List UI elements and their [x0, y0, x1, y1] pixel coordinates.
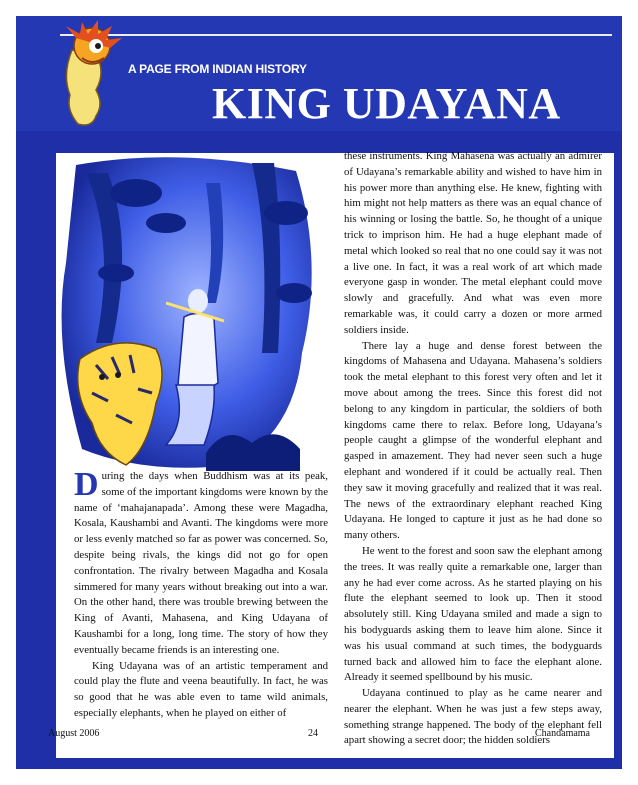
paragraph-6: Udayana continued to play as he came nearer and nearer the elephant. When he was just a few steps away, something strange happened. The body of the elephant fell apart showing a secret door; the hidden soldiers	[344, 687, 602, 747]
page-number: 24	[308, 728, 318, 739]
page-footer	[40, 728, 598, 742]
paragraph-5: He went to the forest and soon saw the elephant among the trees. It was really quite a remarkable one, larger than any he had ever come across. As he started playing on his flute the elephant seemed to look up. Then it stood absolutely still. King Udayana smiled and made a sign to his bodyguards asking them to leave him alone. Since it was his usual command at such times, the bodyguards turned back and allowed him to face the elephant alone. Already it seemed spellbound by his music.	[344, 544, 602, 684]
paragraph-4: There lay a huge and dense forest between the kingdoms of Mahasena and Udayana. Mahasena’s soldiers took the metal elephant to this forest very often and let it move about among the trees. Since this forest did not belong to any kingdom in particular, the soldiers of both kingdoms came there to relax. Before long, Udayana’s people caught a glimpse of the wonderful elephant and gasped in amazement. They had never seen such a huge elephant and wondered if it could be actually real. Then they saw it moving gracefully and realized that it was real. The news of the extraordinary elephant reached King Udayana. He longed to capture it just as he had done so many others.	[344, 339, 602, 542]
page-title: KING UDAYANA	[212, 79, 561, 128]
paragraph-3: these instruments. King Mahasena was actually an admirer of Udayana’s remarkable ability and wished to have him in his power more than anything else. He knew, fighting with him might not help matters as there was an equal chance of his winning or losing the battle. So, he thought of a unique trick to imprison him. He had a huge elephant made of metal which looked so real that no one could say it was not a live one. In fact, it was a real work of art which made everyone gasp in wonder. The metal elephant could move slowly and gracefully. And what was even more remarkable was, it could carry a dozen or more armed soldiers inside.	[344, 150, 602, 336]
drop-cap: D	[74, 466, 99, 503]
header-bar	[16, 16, 622, 131]
magazine-name: Chandamama	[535, 728, 590, 739]
paragraph-2: King Udayana was of an artistic temperament and could play the flute and veena beautifully. In fact, he was so good that he was able even to tame wild animals, especially elephants, when he played on either of	[74, 659, 328, 719]
section-kicker: A PAGE FROM INDIAN HISTORY	[128, 62, 307, 76]
page-frame	[16, 16, 622, 769]
content-area	[56, 150, 614, 758]
issue-date: August 2006	[48, 728, 100, 739]
krishna-playing-flute-with-tiger-illustration	[56, 153, 318, 471]
article-column-left	[74, 466, 328, 722]
chandamama-mascot-logo-icon	[52, 20, 130, 128]
paragraph-1: During the days when Buddhism was at its peak, some of the important kingdoms were known by the name of ‘mahajanapada’. Among these were Magadha, Kosala, Kaushambi and Avanti. The kingdoms were more or less evenly matched so far as power was concerned. So, despite being rivals, the kings did not go for open confrontation. The rivalry between Magadha and Kosala simmered for many years without breaking out into a war. On the other hand, there was trouble brewing between the King of Avanti, Mahasena, and King Udayana of Kaushambi for a long, long time. The story of how they eventually became friends is an interesting one.	[74, 466, 328, 656]
article-column-right	[344, 149, 602, 749]
